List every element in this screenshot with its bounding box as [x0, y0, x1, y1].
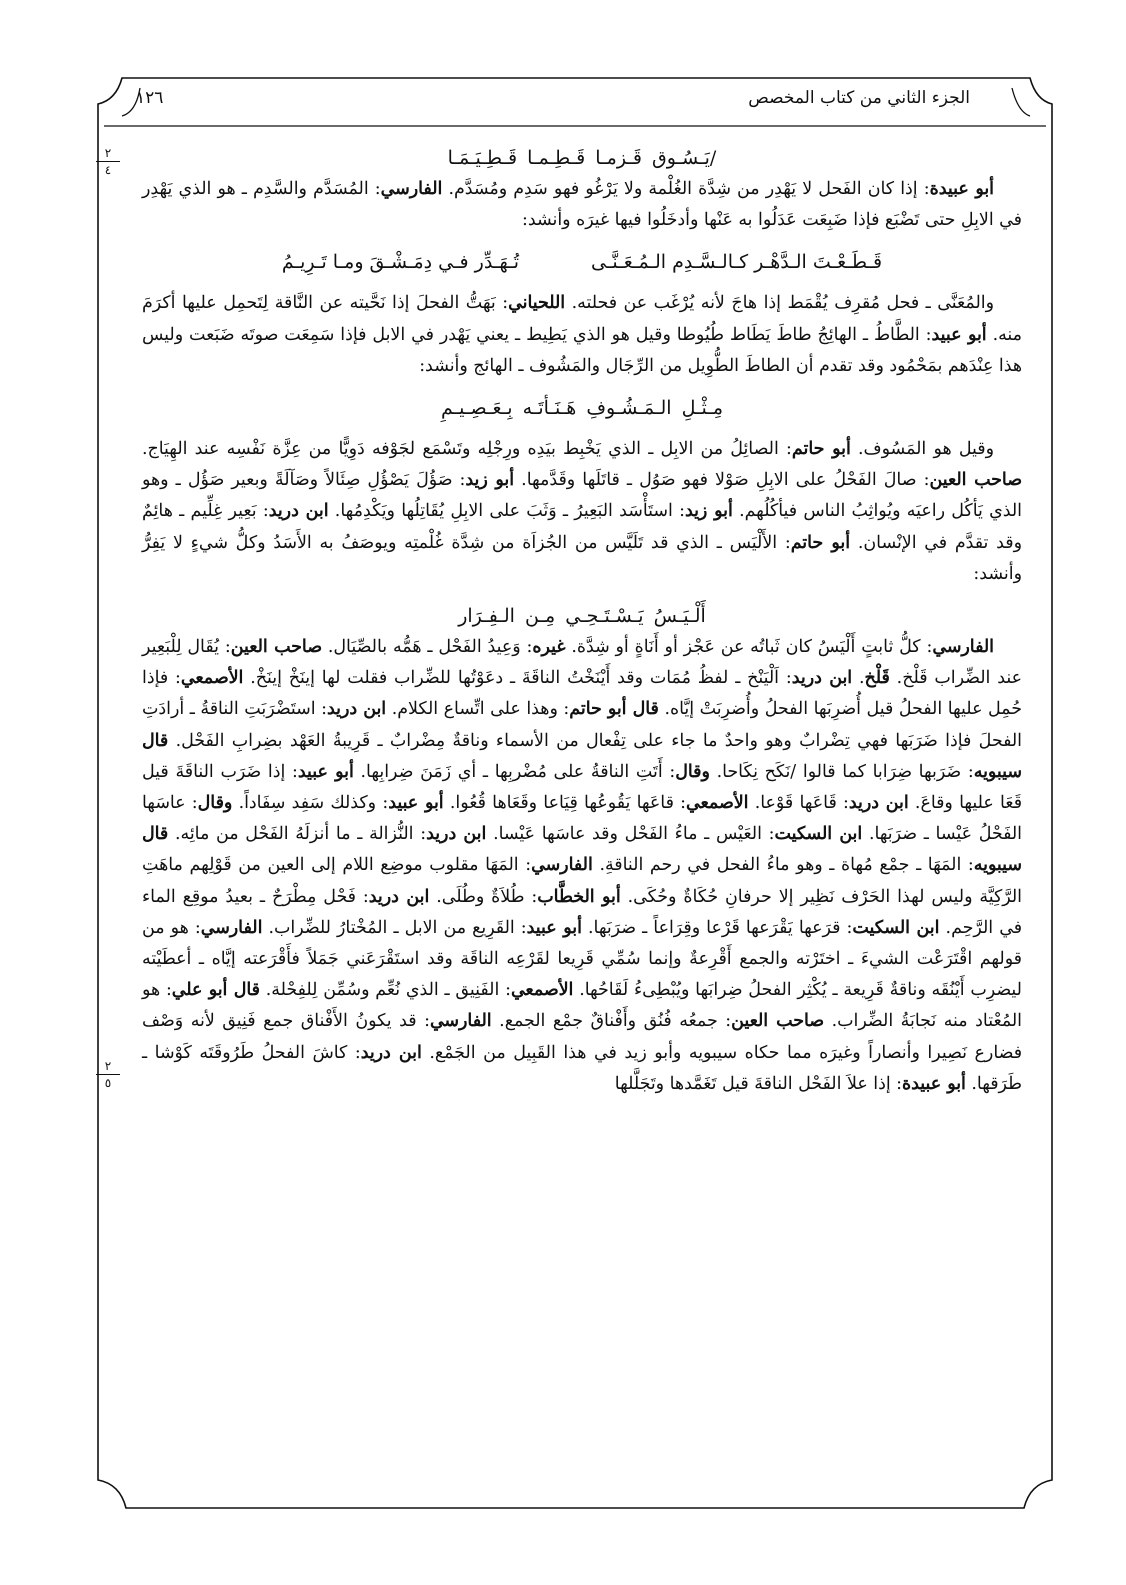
speaker-name: قال سيبويه [142, 730, 1022, 782]
verse-3: مِـثْـلِ الـمَـشُـوفِ هَـنَـأتَـه بِـعَـصِـيـمِ [440, 397, 724, 420]
text-run: : صالَ الفَحْلُ على الابِلِ صَوْلا فهو صَوُل ـ قاتَلَها وقَدَّمها. [514, 470, 930, 491]
speaker-name: صاحب العين [230, 637, 322, 658]
speaker-name: ابن دريد [791, 668, 853, 689]
text-run: . [852, 668, 865, 689]
paragraph-1 [142, 174, 1022, 236]
speaker-name: ابن السكيت [852, 917, 940, 938]
speaker-name: أبو عبيد [388, 793, 444, 814]
text-run: : قد يكونُ الأَفْناق جمع فَنِيق لأنه وَصْف فضارع نَصِيرا وأنصاراً وغيرَه مما حكاه سيبويه وأبو زيد في هذا القَبِيل من الجَمْع. [142, 1011, 1023, 1063]
speaker-name: الفارسي [429, 1011, 492, 1032]
speaker-name: أبو حاتم [791, 439, 851, 460]
text-run: : المُسَدَّم والسَّدِم ـ هو الذي يَهْدِر في الابِلِ حتى تَضْبَع فإذا ضَبِعَت عَدَلُوا به عَنْها وأدخَلُوا فيها غيرَه وأنشد: [142, 179, 1022, 231]
speaker-name: الفارسي [380, 179, 443, 199]
text-run: : صَؤُلَ يَصْؤُلِ صِئَالاً وصَآلَةً وبعير صَؤُل ـ وهو الذي يَأكُل راعيَه ويُواثِبُ الناس فيأكُلُهم. [142, 470, 1023, 522]
paragraph-3 [142, 434, 1022, 590]
text-run: : فإذا حُمِل عليها الفحلُ قيل أُضرِبَها الفحلُ وأُضرِبَتْ إيَّاه. [142, 668, 1022, 720]
text-run: : كلُّ ثابتٍ أَلْيَسُ كان ثَباتُه عن عَجْز أو أَنَاةٍ أو شِدَّة. [565, 637, 933, 658]
text-run: : العَيْس ـ ماءُ الفَحْل وقد عاسَها عَيْسا. [486, 824, 775, 845]
margin-note-1-num: ٢ [104, 146, 112, 160]
text-run: : يُقَال لِلْبَعِير عند الضِّراب قَلْخ. [142, 637, 1022, 689]
speaker-name: قال أبو علي [171, 980, 260, 1001]
text-run: : اَلْيَنْخ ـ لفظُ مُمَات وقد أَيْنَخْتُ الناقَةَ ـ دعَوْتُها للضِّراب فقلت لها إينَخْ إينَخْ. [243, 668, 792, 689]
text-run: : القَرِيع من الابل ـ المُخْتارُ للضِّراب. [262, 917, 527, 938]
speaker-name: ابن دريد [268, 501, 329, 522]
text-run: : إذا ضَرَب الناقَةَ قيل قَعَا عليها وقاعَ. [142, 761, 1023, 814]
text-run: : الصائِلُ من الابِل ـ الذي يَخْبِط بيَدِه ورِجْلِه وتَسْمَع لجَوْفه دَوِيًّا من عِزَّة نَفْسِه عند الهِيَاج. [142, 439, 792, 460]
running-header-title: الجزء الثاني من كتاب المخصص [748, 88, 970, 108]
text-run: : قَاعَها قَوْعا. [748, 793, 849, 814]
text-run: : كاشَ الفحلُ طَرُوقَتَه كَوْشا ـ طَرَقها. [142, 1042, 1022, 1094]
verse-1: /يَـسُـوق قَـزمـا قَـطِـمـا قَـطِـيَـمَـا [447, 147, 717, 169]
speaker-name: ابن دريد [327, 699, 387, 720]
speaker-name: غيره [532, 637, 566, 658]
speaker-name: أبو عبيدة [902, 1073, 966, 1094]
verse-2-first-hemistich: قَـطَـعْـتَ الـدَّهْـر كـالـسَّـدِم الـمُـعَـنَّـى [591, 251, 883, 274]
speaker-name: قال سيبويه [142, 824, 1022, 876]
verse-2-second-hemistich: تُـهَـدِّر فـي دِمَـشْـقَ ومـا تَـرِيـمُ [281, 251, 520, 274]
margin-note-2-bar [96, 1074, 120, 1075]
text-run: : المَهَا مقلوب موضِع اللام إلى العين من قَوْلِهم ماهَتِ الرَّكِيَّة وليس لهذا الحَرْف نَظِير إلا حرفانِ حُكَاةٌ وحُكَى. [142, 855, 1022, 907]
speaker-name: أبو عبيدة [929, 179, 995, 199]
speaker-name: صاحب العين [731, 1011, 825, 1032]
speaker-name: الفارسي [200, 917, 263, 938]
speaker-name: وقال [197, 793, 233, 814]
speaker-name: صاحب العين [929, 470, 1022, 491]
text-run: : المَهَا ـ جمْع مُهاة ـ وهو ماءُ الفحل في رحم الناقةِ. [592, 855, 974, 876]
page-number: ١٢٦ [136, 88, 164, 108]
text-run: : وهذا على اتِّساع الكلام. [386, 699, 570, 720]
text-run: : الفَنِيق ـ الذي نُعِّم وسُمِّن لِلفِحْلة. [259, 980, 511, 1001]
paragraph-2 [142, 288, 1022, 382]
paragraph-4 [142, 632, 1022, 1100]
speaker-name: ابن السكيت [774, 824, 863, 845]
speaker-name: ابن دريد [360, 1042, 422, 1063]
speaker-name: قال أبو حاتم [569, 699, 659, 720]
text-run: : وَعِيدُ الفَحْل ـ هَمُّه بالصِّيَال. [322, 637, 533, 658]
speaker-name: ابن دريد [426, 824, 487, 845]
text-run: : وكذلك سَفِد سِفَاداً. [232, 793, 389, 814]
text-run: : بَهَتُّ الفحلَ إذا نَحَّيته عن النَّاقة لِتَحمِل عليها أكرَمَ منه. [142, 293, 1022, 345]
text-run: : أَتَتِ الناقةُ على مُضْربِها ـ أي زَمَنَ ضِرابِها. [353, 761, 676, 782]
speaker-name: ابن دريد [848, 793, 909, 814]
text-run: : طُلاَةٌ وطُلَى. [429, 886, 538, 907]
text-run: : استَأْسَد البَعِيرُ ـ وَثَبَ على الابِلِ يُقَاتِلُها ويَكْدِمُها. [328, 501, 685, 522]
speaker-name: اللحياني [508, 293, 566, 314]
speaker-name: أبو عبيد [297, 761, 354, 782]
speaker-name: أبو عبيد [931, 324, 987, 345]
speaker-name: أبو عبيد [526, 917, 582, 938]
speaker-name: الفارسي [531, 855, 593, 876]
text-run: : الأَلْيَس ـ الذي قد تَلَيَّس من الجُزاَة من شِدَّة غُلْمتِه ويوصَفُ به الأَسَدُ وكلُّ شيءٍ لا يَفِرُّ وأنشد: [142, 532, 1022, 584]
text-run: وقيل هو المَسُوف. [850, 439, 994, 460]
verse-4: أَلْـيَـسُ يَـسْـتَـحِـي مِـن الـفِـرَار [458, 605, 706, 628]
text-run: : ضَرَبها ضِرَابا كما قالوا /نَكَح نِكَاحا. [709, 761, 974, 782]
speaker-name: الأصمعي [510, 980, 574, 1001]
margin-note-1-den: ٤ [104, 163, 112, 177]
speaker-name: الأصمعي [686, 793, 749, 814]
speaker-name: وقال [675, 761, 710, 782]
margin-note-1 [96, 147, 120, 176]
text-run: : بَعِير غِلِّيم ـ هائِمٌ وقد تقدَّم في الإنْسان. [142, 501, 1022, 553]
text-run: : إذا علاَ الفَحْل الناقةَ قيل تَغَمَّدها وتَجَلَّلها [614, 1073, 903, 1094]
text-run: : فَحْل مِطْرَحٌ ـ بعيدُ موقِع الماء في الرَّحِم. [142, 886, 1023, 938]
text-run: : النُّزالة ـ ما أنزلَهُ الفَحْل من مائِه. [168, 824, 427, 845]
speaker-name: أبو زيد [684, 501, 733, 522]
speaker-name: أبو زيد [465, 470, 515, 491]
margin-note-1-bar [96, 161, 120, 162]
speaker-name: الفارسي [932, 637, 995, 658]
page-body [142, 142, 1022, 1100]
text-run: : قاعَها يَقُوعُها قِيَاعا وقَعَاها قُعُوا. [443, 793, 687, 814]
speaker-name: ابن دريد [368, 886, 430, 907]
verse-2 [142, 246, 1022, 278]
text-run: : إذا كان الفَحل لا يَهْدِر من شِدَّة الغُلْمة ولا يَرْغُو فهو سَدِم ومُسَدَّم. [442, 179, 930, 199]
margin-note-2 [96, 1060, 120, 1089]
text-run: : هو المُعْتاد منه نَجابَةُ الضِّراب. [142, 980, 1023, 1032]
speaker-name: الأصمعي [180, 668, 244, 689]
margin-note-2-den: ٥ [104, 1076, 112, 1090]
speaker-name: قَلْخ [864, 668, 890, 689]
text-run: والمُعَنَّى ـ فحل مُقرِف يُقْمَط إذا هاجَ لأنه يُرْغَب عن فحلته. [565, 293, 994, 314]
text-run: : الطَّاطُ ـ الهائِجُ طاطَ يَطَاط طُيُوطا وقيل هو الذي يَطِيط ـ يعني يَهْدر في الابل فإذا سَمِعَت صوتَه ضَبَعت وليس هذا عِنْدَهم بمَحْمُود وقد تقدم أن الطاطَ الطُّوِيل من الرِّجَال والمَشُوف ـ الهائج وأنشد: [142, 324, 1022, 376]
speaker-name: أبو الخطَّاب [537, 886, 621, 907]
speaker-name: أبو حاتم [790, 532, 851, 553]
text-run: : عاسَها الفَحْلُ عَيْسا ـ ضرَبَها. [142, 793, 1023, 845]
text-run: : هو من قولهم اقْتَرَعْت الشيءَ ـ اختَرْته والجمع أَقْرِعةٌ وإنما سُمِّي قَرِيعا لقَرْعِه الناقَة وقد استَقْرَعَني جَمَلاً فأَقْرَعته إيَّاه ـ أعطَيْته ليضرِب أَيْنُقَه وناقةٌ قَرِيعة ـ يُكْثِر الفحلُ ضِرابَها ويُبْطِىءُ لَقَاحُها. [142, 917, 1022, 1001]
text-run: : قرَعها يَقْرَعها قَرْعا وقِرَاعاً ـ ضرَبَها. [581, 917, 853, 938]
margin-note-2-num: ٢ [104, 1059, 112, 1073]
text-run: : جمعُه فُنُق وأَفْناقٌ جمْع الجمع. [491, 1011, 732, 1032]
text-run: : استَضْرَبَتِ الناقةُ ـ أرادَتِ الفحلَ فإذا ضَرَبَها فهي تِضْرابٌ وهو واحدٌ ما جاء على تِفْعال من الأسماء وناقةٌ مِضْرابٌ ـ قَرِيبةُ العَهْد بضِرابِ الفَحْل. [142, 699, 1022, 751]
